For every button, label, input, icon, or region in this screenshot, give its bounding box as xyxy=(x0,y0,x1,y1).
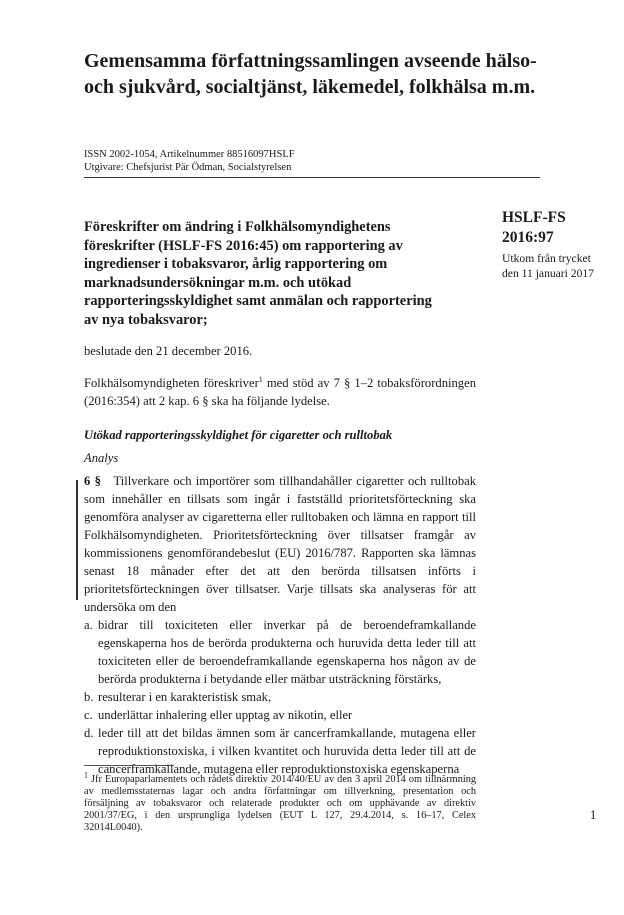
series-title: Gemensamma författningssamlingen avseende hälso- och sjukvård, socialtjänst, läkemedel, folkhälsa m.m. xyxy=(84,50,537,98)
list-item xyxy=(84,724,476,778)
section-heading: Utökad rapporteringsskyldighet för cigaretter och rulltobak xyxy=(84,428,393,442)
decided-date: beslutade den 21 december 2016. xyxy=(84,344,253,358)
footnote-text: Jfr Europaparlamentets och rådets direktiv 2014/40/EU av den 3 april 2014 om tillnärmning av medlemsstaternas lagar och andra författningar om tillverkning, presentation och försäljning av tobaksvaror och relaterade produkter och om upphävande av direktiv 2001/37/EG, i den ursprungliga lydelsen (EUT L 127, 29.4.2014, s. 16–17, Celex 32014L0040). xyxy=(84,774,476,833)
document-title: Föreskrifter om ändring i Folkhälsomyndighetens föreskrifter (HSLF-FS 2016:45) om rapportering av ingredienser i tobaksvaror, årlig rapportering om marknadsundersökningar m.m. och utökad rapporteringsskyldighet samt anmälan och rapportering av nya tobaksvaror; xyxy=(84,219,432,328)
footnote-divider xyxy=(84,765,174,766)
publisher-line: Utgivare: Chefsjurist Pär Ödman, Socialstyrelsen xyxy=(84,162,292,173)
list-text: bidrar till toxiciteten eller inverkar på de beroendeframkallande egenskaperna hos de berörda produkterna och huruvida detta leder till att toxiciteten eller de beroendeframkallande egenskaperna hos någon av de berörda produkterna i betydande eller mätbar utsträckning förstärks, xyxy=(98,618,476,686)
list-marker: d. xyxy=(84,726,94,740)
paragraph-6 xyxy=(84,472,476,778)
subheading: Analys xyxy=(84,451,119,465)
paragraph-body: Tillverkare och importörer som tillhandahåller cigaretter och rulltobak som innehåller en tillsats som ingår i fastställd prioritetsförteckning ska genomföra analyser av cigaretterna eller rulltobaken och lämna en rapport till Folkhälsomyndigheten. Prioritetsförteckning över tillsatser framgår av kommissionens genomförandebeslut (EU) 2016/787. Rapporten ska lämnas senast 18 månader efter det att den berörda tillsatsen införts i prioritetsförteckningen över tillsatser. Varje tillsats ska analyseras för att undersöka om den xyxy=(84,474,476,614)
published-line-1: Utkom från trycket xyxy=(502,252,591,265)
list-marker: c. xyxy=(84,708,93,722)
regulation-number: 2016:97 xyxy=(502,229,554,246)
footnote xyxy=(84,770,476,834)
issn-line: ISSN 2002-1054, Artikelnummer 88516097HSLF xyxy=(84,149,295,160)
list-text: leder till att det bildas ämnen som är cancerframkallande, mutagena eller reproduktionstoxiska, i vilken kvantitet och huruvida detta leder till att de cancerframkallande, mutagena eller reproduktionstoxiska egenskaperna xyxy=(98,726,476,776)
footnote-ref[interactable]: 1 xyxy=(258,374,263,384)
analysis-list xyxy=(84,616,476,778)
paragraph-text xyxy=(84,472,476,616)
list-text: underlättar inhalering eller upptag av nikotin, eller xyxy=(98,708,353,722)
list-marker: b. xyxy=(84,690,94,704)
regulation-number-series: HSLF-FS xyxy=(502,209,566,226)
intro-text-a: Folkhälsomyndigheten föreskriver xyxy=(84,376,259,390)
footnote-marker: 1 xyxy=(84,770,88,780)
intro-text-b: med stöd av 7 § 1–2 tobaksförordningen (2016:354) att 2 kap. 6 § ska ha följande lydelse. xyxy=(84,376,476,408)
published-line-2: den 11 januari 2017 xyxy=(502,267,594,280)
published-date xyxy=(502,251,612,281)
list-item xyxy=(84,688,476,706)
intro-paragraph xyxy=(84,374,476,410)
list-item xyxy=(84,706,476,724)
sidebar xyxy=(502,208,612,281)
header-divider xyxy=(84,177,540,178)
change-bar xyxy=(76,480,78,600)
list-item xyxy=(84,616,476,688)
list-text: resulterar i en karakteristisk smak, xyxy=(98,690,272,704)
list-marker: a. xyxy=(84,618,93,632)
paragraph-number: 6 § xyxy=(84,474,101,488)
page-number: 1 xyxy=(590,808,597,822)
